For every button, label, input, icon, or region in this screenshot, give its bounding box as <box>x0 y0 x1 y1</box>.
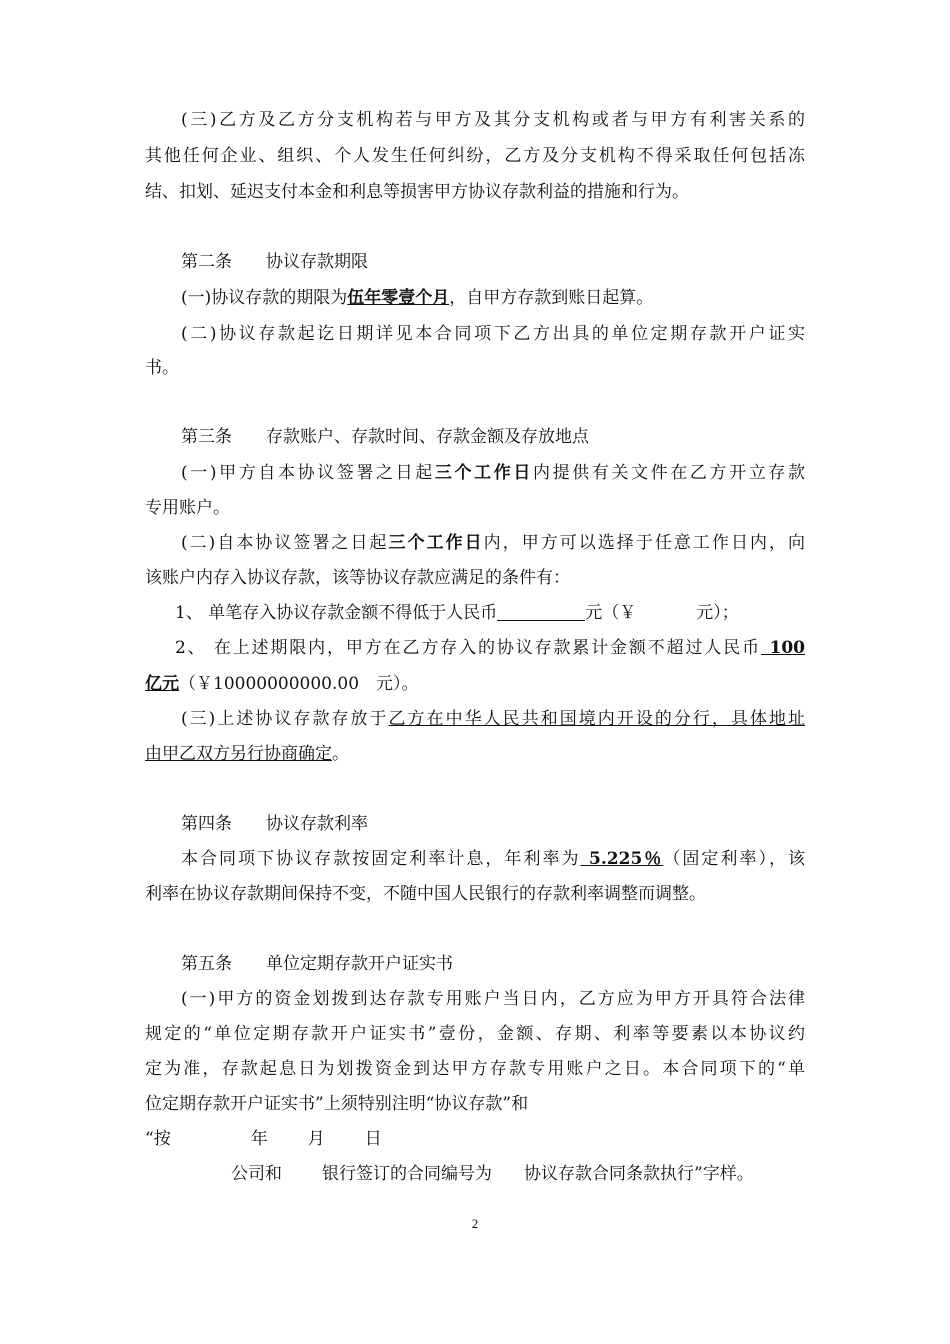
condition-item <box>175 636 805 660</box>
paragraph-line <box>145 742 349 766</box>
text-span: 公司和 <box>231 1164 282 1184</box>
paragraph-line <box>145 672 419 696</box>
text-span: 元（￥ <box>585 603 637 623</box>
text-span: 年 <box>250 1129 268 1149</box>
paragraph-line <box>181 461 805 485</box>
text-span: 内，甲方可以选择于任意工作日内，向 <box>483 533 806 553</box>
text-span: （固定利率），该 <box>663 849 806 869</box>
text-span: 银行签订的合同编号为 <box>322 1164 492 1184</box>
article-title: 单位定期存款开户证实书 <box>266 954 453 974</box>
text-span: 日 <box>364 1129 382 1149</box>
paragraph-line: 位定期存款开户证实书”上须特别注明“协议存款”和 <box>145 1094 529 1114</box>
paragraph-line <box>181 707 805 731</box>
paragraph-line: 定为准，存款起息日为划拨资金到达甲方存款专用账户之日。本合同项下的“单 <box>145 1059 805 1079</box>
article-heading <box>181 250 368 274</box>
condition-item <box>175 601 739 625</box>
text-span: ，自甲方存款到账日起算。 <box>449 288 654 308</box>
text-span: “按 <box>145 1129 171 1149</box>
text-span: 5.225％ <box>589 849 664 869</box>
paragraph-line: 该账户内存入协议存款，该等协议存款应满足的条件有： <box>145 568 570 588</box>
deposit-term: 伍年零壹个月 <box>347 288 450 308</box>
text-span: 100 <box>769 638 805 658</box>
blank-field <box>497 601 585 621</box>
text-span: 2、 在上述期限内，甲方在乙方存入的协议存款累计金额不超过人民币 <box>175 638 761 658</box>
page-number: 2 <box>471 1216 479 1231</box>
article-number: 第五条 <box>181 954 232 974</box>
article-number: 第四条 <box>181 814 232 834</box>
paragraph-line <box>231 1162 754 1186</box>
text-span: （￥10000000000.00 元）。 <box>179 674 419 694</box>
paragraph-line: 结、扣划、延迟支付本金和利息等损害甲方协议存款利益的措施和行为。 <box>145 182 689 202</box>
paragraph-line <box>145 1127 382 1151</box>
paragraph-line: 专用账户。 <box>145 498 230 518</box>
deposit-location: 由甲乙双方另行协商确定 <box>145 744 332 764</box>
paragraph-line <box>181 847 805 871</box>
paragraph-line: 利率在协议存款期间保持不变，不随中国人民银行的存款利率调整而调整。 <box>145 884 706 904</box>
text-span: 协议存款合同条款执行”字样。 <box>524 1164 754 1184</box>
paragraph-line: 其他任何企业、组织、个人发生任何纠纷，乙方及分支机构不得采取任何包括冻 <box>145 146 805 166</box>
text-span: 本合同项下协议存款按固定利率计息，年利率为 <box>181 849 581 869</box>
paragraph-line: 书。 <box>145 358 179 378</box>
text-span: 1、 单笔存入协议存款金额不得低于人民币 <box>175 603 498 623</box>
text-span: 元）； <box>696 603 739 623</box>
working-days: 三个工作日 <box>388 533 484 553</box>
text-span: (三)上述协议存款存放于 <box>181 709 389 729</box>
article-number: 第二条 <box>181 252 232 272</box>
paragraph-line: (三)乙方及乙方分支机构若与甲方及其分支机构或者与甲方有利害关系的 <box>181 110 805 130</box>
deposit-location: 乙方在中华人民共和国境内开设的分行，具体地址 <box>388 709 805 729</box>
article-title: 协议存款利率 <box>266 814 368 834</box>
article-heading <box>181 425 589 449</box>
text-span: 。 <box>332 744 349 764</box>
text-span: (二)自本协议签署之日起 <box>181 533 389 553</box>
article-title: 协议存款期限 <box>266 252 368 272</box>
text-span: 月 <box>307 1129 325 1149</box>
working-days: 三个工作日 <box>434 463 533 483</box>
total-amount-unit: 亿元 <box>145 674 179 694</box>
paragraph-line: 规定的“单位定期存款开户证实书”壹份，金额、存期、利率等要素以本协议约 <box>145 1024 805 1044</box>
total-amount-number <box>761 638 805 658</box>
text-span: 内提供有关文件在乙方开立存款 <box>533 463 806 483</box>
article-heading <box>181 812 368 836</box>
paragraph-line <box>181 531 805 555</box>
article-title: 存款账户、存款时间、存款金额及存放地点 <box>266 427 589 447</box>
article-heading <box>181 952 453 976</box>
interest-rate <box>581 849 664 869</box>
paragraph-line: (二)协议存款起讫日期详见本合同项下乙方出具的单位定期存款开户证实 <box>181 324 805 344</box>
paragraph-line: (一)甲方的资金划拨到达存款专用账户当日内，乙方应为甲方开具符合法律 <box>181 989 805 1009</box>
text-span: (一)甲方自本协议签署之日起 <box>181 463 435 483</box>
text-span: (一)协议存款的期限为 <box>181 288 348 308</box>
paragraph-line <box>181 286 653 310</box>
article-number: 第三条 <box>181 427 232 447</box>
